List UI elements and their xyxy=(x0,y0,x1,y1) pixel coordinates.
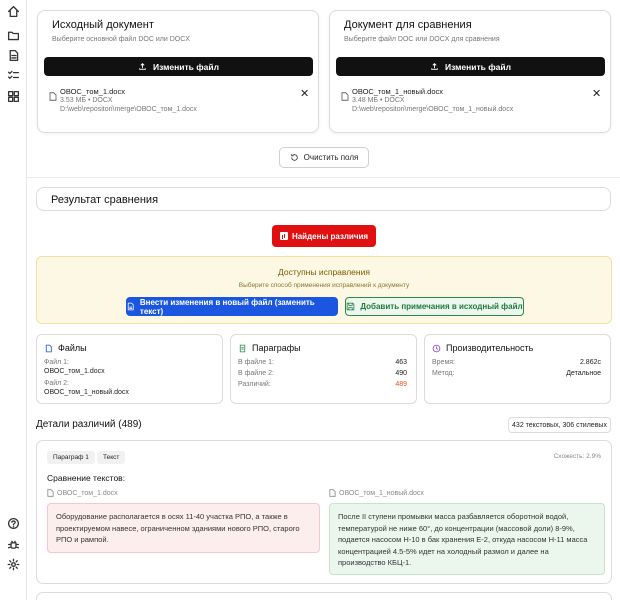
file1-value: ОВОС_том_1.docx xyxy=(44,368,105,375)
result-title: Результат сравнения xyxy=(51,194,159,206)
add-comments-label: Добавить примечания в исходный файл xyxy=(360,302,523,311)
home-icon[interactable] xyxy=(7,5,20,18)
checklist-icon[interactable] xyxy=(7,69,20,82)
compare-document-title: Документ для сравнения xyxy=(344,19,472,31)
old-text-box: Оборудование располагается в осях 11-40 участка РПО, а также в проектируемом навесе, ограниченном зданиями нового РПО, старого РПО и рампой. xyxy=(47,503,320,553)
new-file-label xyxy=(329,489,424,497)
source-document-card xyxy=(37,10,319,133)
difference-item xyxy=(36,440,612,584)
source-file-path: D:\web\repositori\merge\ОВОС_том_1.docx xyxy=(60,106,197,113)
source-document-subtitle: Выберите основной файл DOC или DOCX xyxy=(52,36,190,43)
save-icon xyxy=(346,302,355,311)
source-file-name: ОВОС_том_1.docx xyxy=(60,87,125,96)
paragraph-tag: Параграф 1 xyxy=(47,451,95,464)
file-icon xyxy=(49,88,57,97)
performance-stat-title: Производительность xyxy=(446,343,534,353)
difference-item-next xyxy=(36,592,612,600)
details-summary-badge: 432 текстовых, 306 стилевых xyxy=(508,417,611,433)
file1-label: Файл 1: xyxy=(44,359,69,366)
document-lines-icon xyxy=(238,344,247,353)
files-stat-header xyxy=(44,343,87,353)
apply-to-new-file-label: Внести изменения в новый файл (заменить текст) xyxy=(139,297,315,316)
differences-found-label: Найдены различия xyxy=(291,231,369,241)
clock-icon xyxy=(432,344,441,353)
grid-icon[interactable] xyxy=(7,90,20,103)
clear-fields-button[interactable] xyxy=(279,147,369,168)
method-label: Метод: xyxy=(432,370,455,377)
upload-icon xyxy=(430,62,439,71)
compare-document-card xyxy=(329,10,611,133)
similarity-value: Схожесть: 2.9% xyxy=(553,453,601,460)
change-compare-file-label: Изменить файл xyxy=(444,61,512,72)
in-file2-label: В файле 2: xyxy=(238,370,274,377)
old-file-name: ОВОС_том_1.docx xyxy=(57,489,118,497)
bug-icon[interactable] xyxy=(7,538,20,551)
remove-source-file-icon[interactable]: ✕ xyxy=(300,88,310,100)
new-text-box: После II ступени промывки масса разбавляется оборотной водой, температурой не ниже 60°, до концентрации (массовой доли) 8-9%, подается насосом Н-10 в бак хранения Е-2, откуда насосом Н-11 масса концентрацией 4.5-5% идет на холодный размол и далее на производство КБЦ-1. xyxy=(329,503,605,575)
type-tag: Текст xyxy=(97,451,125,464)
performance-stat-card xyxy=(424,334,611,404)
paragraphs-stat-title: Параграфы xyxy=(252,343,301,353)
diff-value: 489 xyxy=(395,381,407,388)
fixes-panel xyxy=(36,256,612,324)
fixes-subtitle: Выберите способ применения исправлений к документу xyxy=(238,282,410,289)
time-label: Время: xyxy=(432,359,456,366)
change-compare-file-button[interactable] xyxy=(336,57,605,76)
document-icon[interactable] xyxy=(7,49,20,62)
file-icon xyxy=(341,88,349,97)
change-source-file-label: Изменить файл xyxy=(152,61,220,72)
divider xyxy=(27,177,620,178)
in-file1-value: 463 xyxy=(395,359,407,366)
time-value: 2.862с xyxy=(579,359,601,366)
compare-texts-title: Сравнение текстов: xyxy=(47,473,126,483)
apply-to-new-file-button[interactable] xyxy=(126,297,338,316)
differences-found-button[interactable] xyxy=(272,225,376,247)
performance-stat-header xyxy=(432,343,533,353)
compare-document-subtitle: Выберите файл DOC или DOCX для сравнения xyxy=(344,36,500,43)
document-edit-icon xyxy=(126,302,135,311)
settings-icon[interactable] xyxy=(7,558,20,571)
files-stat-title: Файлы xyxy=(58,343,87,353)
in-file2-value: 490 xyxy=(395,370,407,377)
file-icon xyxy=(47,489,54,497)
add-comments-button[interactable] xyxy=(345,297,524,316)
chart-icon xyxy=(280,232,288,240)
main-content xyxy=(27,0,620,600)
method-value: Детальное xyxy=(566,370,601,377)
remove-compare-file-icon[interactable]: ✕ xyxy=(592,88,602,100)
compare-file-name: ОВОС_том_1_новый.docx xyxy=(352,87,444,96)
file-icon xyxy=(329,489,336,497)
sidebar xyxy=(0,0,27,600)
source-file-meta: 3.53 МБ • DOCX xyxy=(60,97,113,104)
details-title: Детали различий (489) xyxy=(36,419,142,430)
paragraphs-stat-card xyxy=(230,334,417,404)
fixes-title: Доступны исправления xyxy=(278,267,370,277)
file-icon xyxy=(44,344,53,353)
old-file-label xyxy=(47,489,118,497)
result-header xyxy=(36,187,611,211)
file2-label: Файл 2: xyxy=(44,380,69,387)
upload-icon xyxy=(138,62,147,71)
help-icon[interactable] xyxy=(7,517,20,530)
compare-file-path: D:\web\repositori\merge\ОВОС_том_1_новый.docx xyxy=(352,106,514,113)
file2-value: ОВОС_том_1_новый.docx xyxy=(44,389,129,396)
folder-icon[interactable] xyxy=(7,29,20,42)
in-file1-label: В файле 1: xyxy=(238,359,274,366)
diff-label: Различий: xyxy=(238,381,271,388)
new-file-name: ОВОС_том_1_новый.docx xyxy=(339,489,424,497)
files-stat-card xyxy=(36,334,223,404)
paragraphs-stat-header xyxy=(238,343,301,353)
compare-file-meta: 3.48 МБ • DOCX xyxy=(352,97,405,104)
reset-icon xyxy=(290,153,299,162)
clear-fields-label: Очистить поля xyxy=(303,153,359,162)
change-source-file-button[interactable] xyxy=(44,57,313,76)
source-document-title: Исходный документ xyxy=(52,19,154,31)
